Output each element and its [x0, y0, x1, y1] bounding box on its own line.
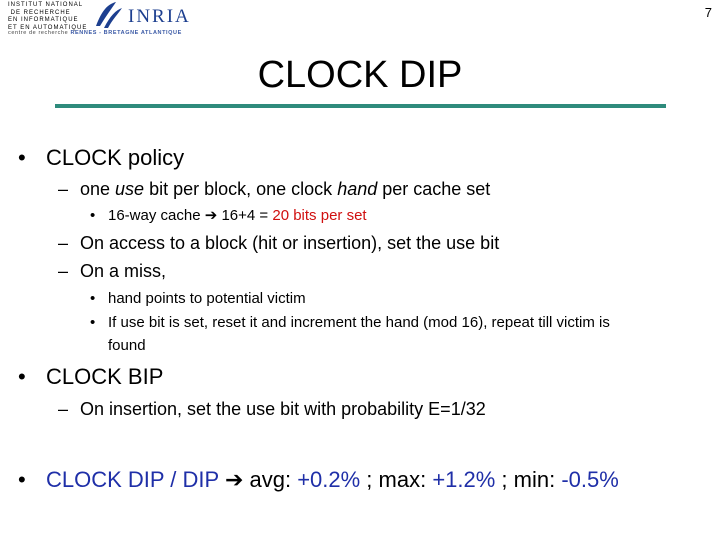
text-segment: 16+4 = — [217, 207, 273, 224]
page-number: 7 — [704, 5, 712, 20]
dash-marker: – — [58, 233, 69, 253]
dot-marker: • — [90, 314, 96, 331]
emphasis-use: use — [115, 179, 145, 199]
title-underline — [55, 104, 666, 108]
bullet-marker: • — [18, 467, 26, 492]
dash-marker: – — [58, 261, 69, 281]
tagline-prefix: centre de recherche — [8, 30, 69, 36]
dash-marker: – — [58, 179, 69, 199]
bullet-marker: • — [18, 364, 26, 389]
highlight-20-bits: 20 bits per set — [272, 207, 367, 224]
detail-16-way — [108, 206, 367, 225]
detail-if-use-bit: If use bit is set, reset it and increment the hand (mod 16), repeat till victim is — [108, 314, 610, 331]
sub-on-insertion: On insertion, set the use bit with probability E=1/32 — [80, 399, 486, 419]
text-segment: avg: — [243, 467, 298, 492]
inria-logo — [92, 0, 217, 30]
dot-marker: • — [90, 207, 96, 224]
sub-on-miss: On a miss, — [80, 261, 167, 281]
right-arrow-icon: ➔ — [224, 467, 244, 492]
text-segment: per cache set — [377, 179, 491, 199]
results-label: CLOCK DIP / DIP — [46, 467, 219, 492]
detail-if-use-bit-cont: found — [108, 337, 146, 354]
text-segment: bit per block, one clock — [144, 179, 338, 199]
emphasis-hand: hand — [337, 179, 378, 199]
max-value: +1.2% — [432, 467, 496, 492]
bullet-clock-bip: CLOCK BIP — [46, 364, 164, 389]
tagline-center: RENNES - BRETAGNE ATLANTIQUE — [70, 30, 182, 36]
text-segment: ; max: — [360, 467, 433, 492]
institute-name: INSTITUT NATIONAL DE RECHERCHE EN INFORMATIQUE ET EN AUTOMATIQUE — [8, 2, 88, 31]
min-value: -0.5% — [561, 467, 619, 492]
bullet-results — [46, 467, 619, 493]
bullet-clock-policy: CLOCK policy — [46, 145, 185, 170]
bullet-marker: • — [18, 145, 26, 170]
dash-marker: – — [58, 399, 69, 419]
text-segment: one — [80, 179, 116, 199]
text-segment: ; min: — [495, 467, 562, 492]
detail-hand-points: hand points to potential victim — [108, 290, 306, 307]
right-arrow-icon: ➔ — [204, 207, 218, 224]
sub-on-access: On access to a block (hit or insertion), set the use bit — [80, 233, 500, 253]
text-segment: 16-way cache — [108, 207, 205, 224]
slide-title: CLOCK DIP — [257, 54, 463, 96]
inria-wordmark: INRIA — [128, 6, 191, 27]
logo-tagline — [8, 30, 220, 40]
avg-value: +0.2% — [297, 467, 361, 492]
dot-marker: • — [90, 290, 96, 307]
inria-logo-graphic — [92, 0, 217, 30]
sub-use-bit — [80, 178, 490, 200]
